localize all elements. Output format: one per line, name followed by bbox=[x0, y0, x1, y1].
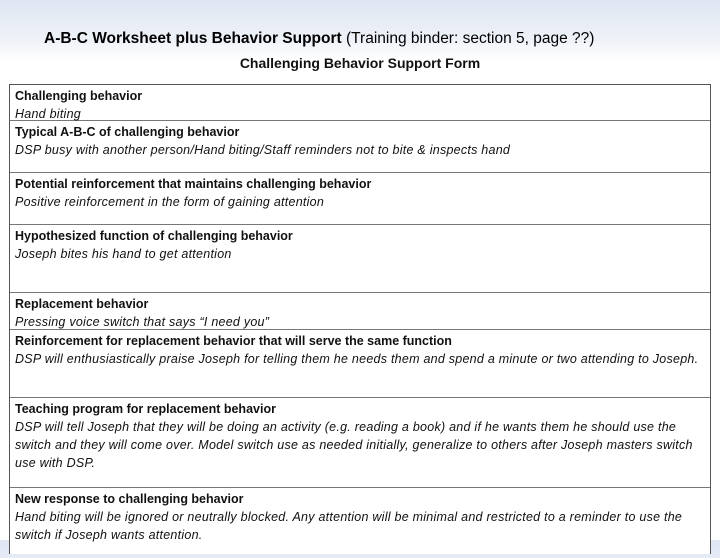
form-row-teaching-program bbox=[10, 398, 710, 488]
form-row-reinforcement-replacement bbox=[10, 330, 710, 398]
slide-title-reference: (Training binder: section 5, page ??) bbox=[341, 30, 595, 47]
row-label: Reinforcement for replacement behavior that will serve the same function bbox=[15, 334, 452, 348]
row-answer: Positive reinforcement in the form of gaining attention bbox=[15, 195, 325, 209]
row-answer: DSP will enthusiastically praise Joseph for telling them he needs them and spend a minute or two attending to Joseph. bbox=[15, 352, 699, 366]
form-row-challenging-behavior bbox=[10, 85, 710, 121]
row-answer: DSP busy with another person/Hand biting/Staff reminders not to bite & inspects hand bbox=[15, 143, 511, 157]
slide-title-main: A-B-C Worksheet plus Behavior Support bbox=[44, 30, 342, 47]
form-row-potential-reinforcement bbox=[10, 173, 710, 225]
row-answer: DSP will tell Joseph that they will be doing an activity (e.g. reading a book) and if he wants them he should use the switch and they will come over. Model switch use as needed initially, generalize to others after Joseph masters switch use with DSP. bbox=[15, 420, 693, 470]
row-label: Teaching program for replacement behavior bbox=[15, 402, 276, 416]
row-label: Typical A-B-C of challenging behavior bbox=[15, 125, 240, 139]
form-row-typical-abc bbox=[10, 121, 710, 173]
row-answer: Hand biting bbox=[15, 107, 81, 121]
form-row-replacement-behavior bbox=[10, 293, 710, 330]
slide-title bbox=[44, 30, 594, 48]
form-title: Challenging Behavior Support Form bbox=[239, 55, 481, 71]
behavior-support-form bbox=[9, 84, 711, 554]
form-row-new-response bbox=[10, 488, 710, 558]
row-label: Challenging behavior bbox=[15, 89, 143, 103]
row-answer: Hand biting will be ignored or neutrally blocked. Any attention will be minimal and restricted to a reminder to use the switch if Joseph wants attention. bbox=[15, 510, 683, 542]
row-label: Potential reinforcement that maintains challenging behavior bbox=[15, 177, 372, 191]
row-answer: Joseph bites his hand to get attention bbox=[15, 247, 232, 261]
row-answer: Pressing voice switch that says “I need you” bbox=[15, 315, 270, 329]
row-label: Replacement behavior bbox=[15, 297, 149, 311]
row-label: New response to challenging behavior bbox=[15, 492, 244, 506]
form-row-hypothesized-function bbox=[10, 225, 710, 293]
row-label: Hypothesized function of challenging behavior bbox=[15, 229, 293, 243]
